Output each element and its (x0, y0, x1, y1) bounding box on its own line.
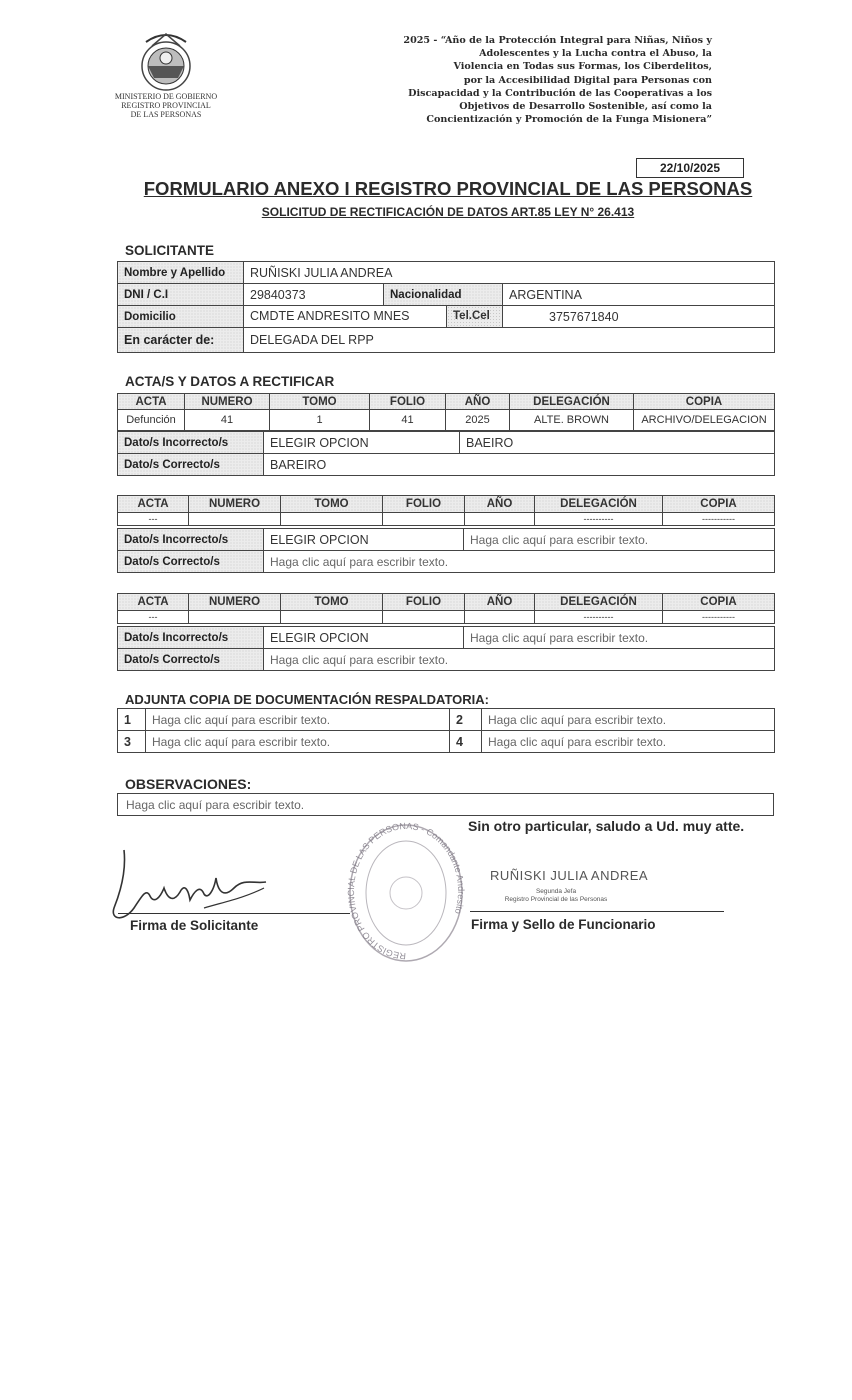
anio-field[interactable] (465, 513, 535, 526)
funcionario-signature-label: Firma y Sello de Funcionario (471, 917, 656, 932)
correct-text-field[interactable]: BAREIRO (264, 454, 775, 476)
nombre-label: Nombre y Apellido (118, 262, 244, 284)
handwritten-signature (104, 848, 274, 928)
incorrect-text-field[interactable]: Haga clic aquí para escribir texto. (464, 529, 775, 551)
col-tomo: TOMO (281, 594, 383, 611)
correct-label: Dato/s Correcto/s (118, 454, 264, 476)
col-anio: AÑO (465, 594, 535, 611)
adjunta-number: 4 (450, 731, 482, 753)
numero-field[interactable] (189, 513, 281, 526)
tel-field[interactable]: 3757671840 (503, 306, 775, 328)
form-title: FORMULARIO ANEXO I REGISTRO PROVINCIAL DE LAS PERSONAS (143, 178, 753, 199)
correct-text-field[interactable]: Haga clic aquí para escribir texto. (264, 649, 775, 671)
incorrect-option-select[interactable]: ELEGIR OPCION (264, 432, 460, 454)
observaciones-heading: OBSERVACIONES: (125, 776, 252, 792)
closing-text: Sin otro particular, saludo a Ud. muy atte. (468, 818, 745, 834)
col-folio: FOLIO (383, 594, 465, 611)
adjunta-number: 3 (118, 731, 146, 753)
nacionalidad-label: Nacionalidad (384, 284, 503, 306)
copia-field[interactable]: ARCHIVO/DELEGACION (634, 410, 775, 431)
tomo-field[interactable]: 1 (270, 410, 370, 431)
motto-line: 2025 - “Año de la Protección Integral para Niñas, Niños y (403, 35, 712, 46)
col-acta: ACTA (118, 496, 189, 513)
delegacion-field[interactable]: ---------- (535, 611, 663, 624)
acta-block-2-datos (117, 528, 775, 573)
acta-type-field[interactable]: Defunción (118, 410, 185, 431)
acta-type-field[interactable]: --- (118, 513, 189, 526)
col-tomo: TOMO (281, 496, 383, 513)
incorrect-text-field[interactable]: BAEIRO (460, 432, 775, 454)
ministry-logo (108, 30, 224, 119)
adjunta-field-4[interactable]: Haga clic aquí para escribir texto. (482, 731, 775, 753)
observaciones-field[interactable]: Haga clic aquí para escribir texto. (118, 794, 774, 816)
acta-block-2 (117, 495, 775, 526)
incorrect-label: Dato/s Incorrecto/s (118, 432, 264, 454)
motto-line: Discapacidad y la Contribución de las Cooperativas a los (408, 87, 712, 99)
delegacion-field[interactable]: ---------- (535, 513, 663, 526)
acta-block-1 (117, 393, 775, 431)
correct-text-field[interactable]: Haga clic aquí para escribir texto. (264, 551, 775, 573)
anio-field[interactable]: 2025 (446, 410, 510, 431)
adjunta-field-3[interactable]: Haga clic aquí para escribir texto. (146, 731, 450, 753)
domicilio-field[interactable]: CMDTE ANDRESITO MNES (250, 309, 410, 323)
acta-block-3 (117, 593, 775, 624)
dni-field[interactable]: 29840373 (244, 284, 384, 306)
coat-of-arms-icon (138, 30, 194, 92)
solicitante-signature-line (118, 913, 350, 914)
adjunta-field-1[interactable]: Haga clic aquí para escribir texto. (146, 709, 450, 731)
col-anio: AÑO (465, 496, 535, 513)
col-copia: COPIA (663, 594, 775, 611)
adjunta-heading: ADJUNTA COPIA DE DOCUMENTACIÓN RESPALDATORIA: (125, 692, 489, 707)
incorrect-label: Dato/s Incorrecto/s (118, 627, 264, 649)
col-acta: ACTA (118, 594, 189, 611)
tomo-field[interactable] (281, 513, 383, 526)
numero-field[interactable] (189, 611, 281, 624)
col-numero: NUMERO (189, 594, 281, 611)
stamp-role: Segunda Jefa (535, 888, 577, 895)
incorrect-option-select[interactable]: ELEGIR OPCION (264, 529, 464, 551)
domicilio-cell (244, 306, 503, 328)
round-stamp (346, 818, 466, 968)
col-folio: FOLIO (370, 394, 446, 410)
nacionalidad-field[interactable]: ARGENTINA (503, 284, 775, 306)
delegacion-field[interactable]: ALTE. BROWN (510, 410, 634, 431)
tel-label: Tel.Cel (446, 306, 502, 327)
col-delegacion: DELEGACIÓN (535, 496, 663, 513)
adjunta-number: 1 (118, 709, 146, 731)
col-copia: COPIA (663, 496, 775, 513)
ministry-line: DE LAS PERSONAS (130, 110, 202, 119)
folio-field[interactable]: 41 (370, 410, 446, 431)
adjunta-field-2[interactable]: Haga clic aquí para escribir texto. (482, 709, 775, 731)
year-motto (372, 34, 712, 126)
ministry-line: MINISTERIO DE GOBIERNO (114, 92, 218, 101)
stamp-name: RUÑISKI JULIA ANDREA (490, 868, 649, 883)
caracter-field[interactable]: DELEGADA DEL RPP (244, 328, 775, 353)
nombre-field[interactable]: RUÑISKI JULIA ANDREA (244, 262, 775, 284)
incorrect-text-field[interactable]: Haga clic aquí para escribir texto. (464, 627, 775, 649)
stamp-org: Registro Provincial de las Personas (504, 896, 608, 903)
motto-line: por la Accesibilidad Digital para Personas con (463, 74, 712, 86)
caracter-label: En carácter de: (118, 328, 244, 353)
numero-field[interactable]: 41 (185, 410, 270, 431)
anio-field[interactable] (465, 611, 535, 624)
folio-field[interactable] (383, 611, 465, 624)
copia-field[interactable]: ----------- (663, 611, 775, 624)
ministry-line: REGISTRO PROVINCIAL (121, 101, 211, 110)
correct-label: Dato/s Correcto/s (118, 551, 264, 573)
acta-block-3-datos (117, 626, 775, 671)
motto-line: Violencia en Todas sus Formas, los Ciberdelitos, (453, 61, 712, 73)
acta-type-field[interactable]: --- (118, 611, 189, 624)
col-acta: ACTA (118, 394, 185, 410)
observaciones-table (117, 793, 774, 816)
col-folio: FOLIO (383, 496, 465, 513)
incorrect-option-select[interactable]: ELEGIR OPCION (264, 627, 464, 649)
col-numero: NUMERO (185, 394, 270, 410)
funcionario-signature-line (470, 911, 724, 912)
motto-line: Concientización y Promoción de la Funga Misionera” (426, 114, 712, 126)
actas-heading: ACTA/S Y DATOS A RECTIFICAR (125, 374, 335, 389)
adjunta-table (117, 708, 775, 753)
dni-label: DNI / C.I (118, 284, 244, 306)
incorrect-label: Dato/s Incorrecto/s (118, 529, 264, 551)
date-field[interactable]: 22/10/2025 (636, 158, 744, 178)
tomo-field[interactable] (281, 611, 383, 624)
col-anio: AÑO (446, 394, 510, 410)
adjunta-number: 2 (450, 709, 482, 731)
round-stamp-text: REGISTRO PROVINCIAL DE LAS PERSONAS - Comandante Andresito (346, 820, 466, 962)
domicilio-label: Domicilio (118, 306, 244, 328)
correct-label: Dato/s Correcto/s (118, 649, 264, 671)
solicitante-heading: SOLICITANTE (125, 243, 214, 258)
col-copia: COPIA (634, 394, 775, 410)
folio-field[interactable] (383, 513, 465, 526)
col-delegacion: DELEGACIÓN (535, 594, 663, 611)
acta-block-1-datos (117, 431, 775, 476)
motto-line: Adolescentes y la Lucha contra el Abuso, la (479, 48, 712, 60)
solicitante-signature-label: Firma de Solicitante (130, 918, 259, 933)
col-delegacion: DELEGACIÓN (510, 394, 634, 410)
motto-line: Objetivos de Desarrollo Sostenible, así como la (459, 101, 712, 113)
solicitante-table (117, 261, 775, 353)
copia-field[interactable]: ----------- (663, 513, 775, 526)
col-tomo: TOMO (270, 394, 370, 410)
col-numero: NUMERO (189, 496, 281, 513)
form-subtitle: SOLICITUD DE RECTIFICACIÓN DE DATOS ART.85 LEY N° 26.413 (261, 205, 635, 219)
